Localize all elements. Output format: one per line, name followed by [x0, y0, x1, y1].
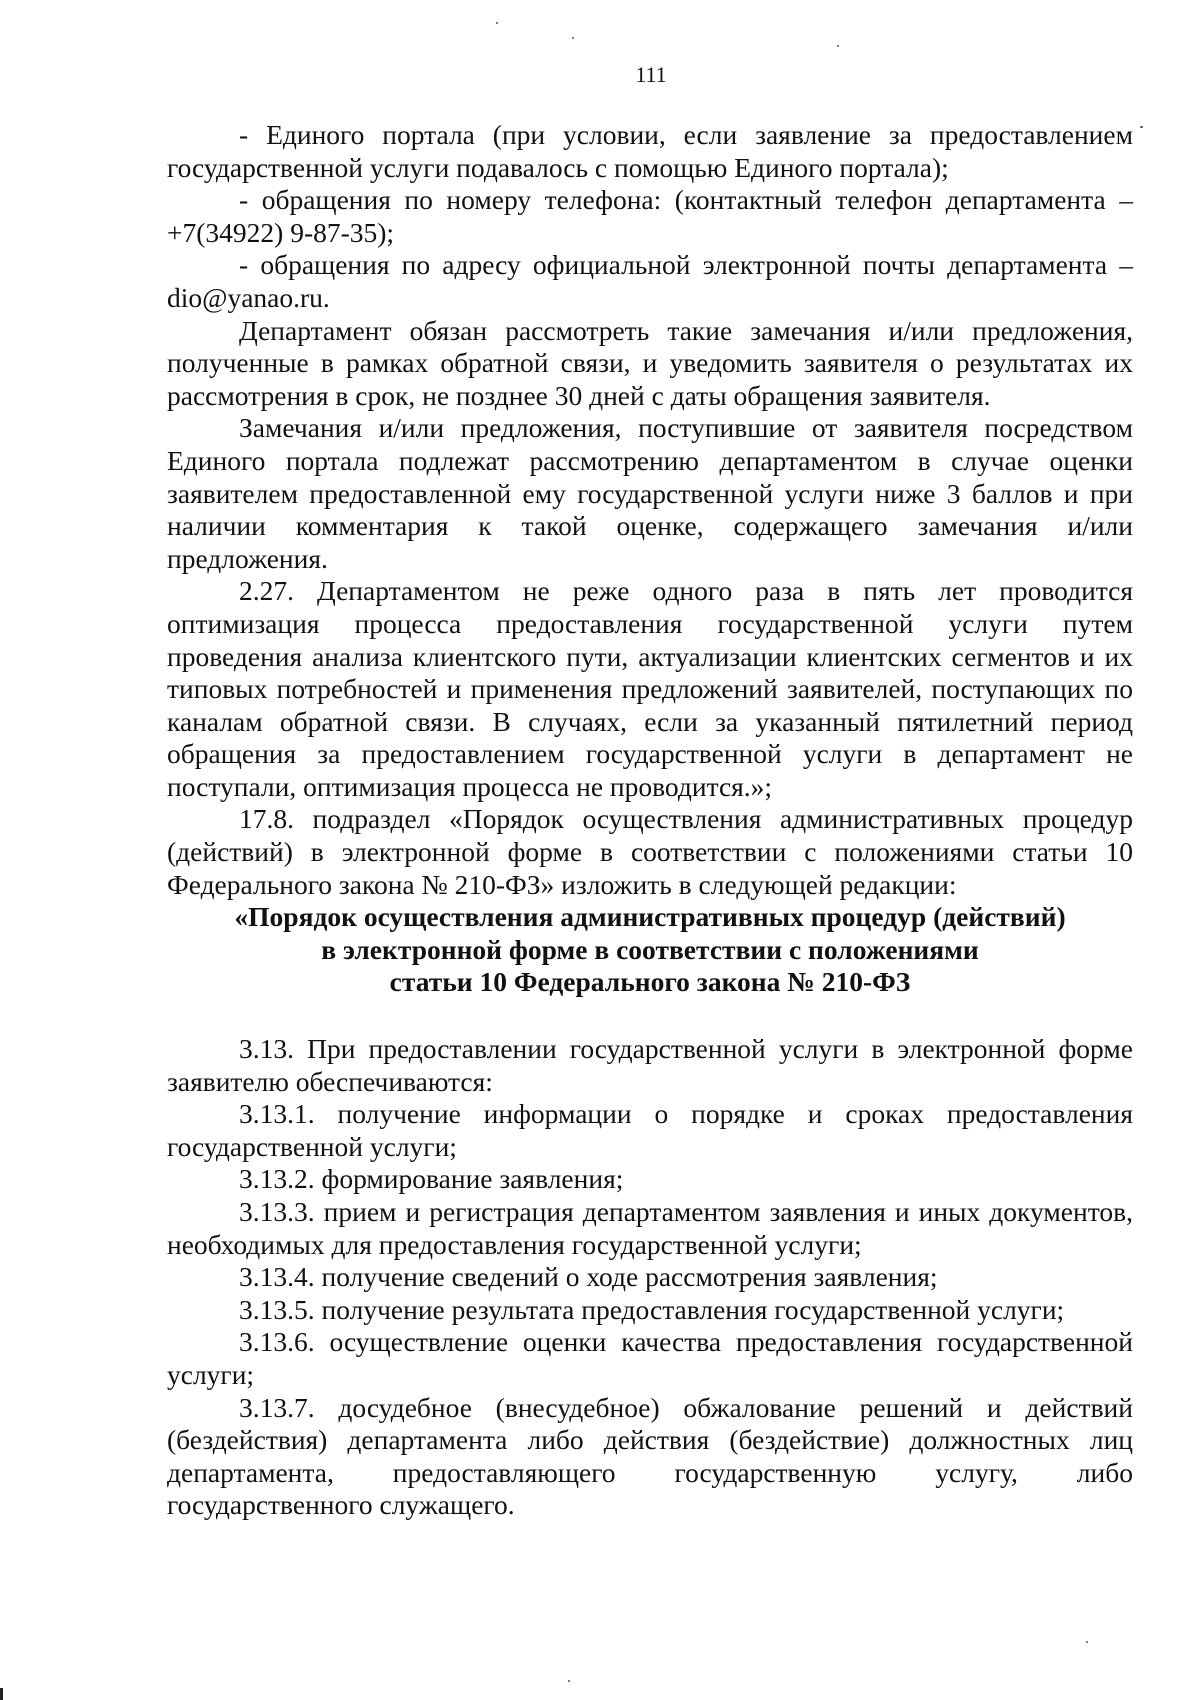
section-heading-line-2: в электронной форме в соответствии с положениями [321, 933, 979, 965]
item-3-13-7: 3.13.7. досудебное (внесудебное) обжалование решений и действий (бездействия) департамента либо действия (бездействие) должностных лиц департамента, предоставляющего государственную услугу, либо государственного служащего. [167, 1391, 1133, 1521]
paragraph-email: - обращения по адресу официальной электронной почты департамента – dio@yanao.ru. [167, 249, 1133, 313]
scan-speck [572, 37, 574, 39]
item-3-13: 3.13. При предоставлении государственной услуги в электронной форме заявителю обеспечиваются: [167, 1033, 1133, 1097]
section-heading-line-1: «Порядок осуществления административных процедур (действий) [234, 901, 1066, 933]
scan-speck [496, 22, 498, 24]
section-spacer [167, 999, 1133, 1033]
scan-speck [1140, 126, 1143, 128]
document-body [167, 119, 1133, 1522]
paragraph-17-8: 17.8. подраздел «Порядок осуществления административных процедур (действий) в электронной форме в соответствии с положениями статьи 10 Федерального закона № 210-ФЗ» изложить в следующей редакции: [167, 803, 1133, 900]
item-3-13-6: 3.13.6. осуществление оценки качества предоставления государственной услуги; [167, 1326, 1133, 1390]
scan-speck [837, 45, 839, 47]
item-3-13-5: 3.13.5. получение результата предоставления государственной услуги; [239, 1293, 1065, 1325]
scan-speck [568, 1680, 570, 1682]
paragraph-2-27: 2.27. Департаментом не реже одного раза в пять лет проводится оптимизация процесса предоставления государственной услуги путем проведения анализа клиентского пути, актуализации клиентских сегментов и их типовых потребностей и применения предложений заявителей, поступающих по каналам обратной связи. В случаях, если за указанный пятилетний период обращения за предоставлением государственной услуги в департамент не поступали, оптимизация процесса не проводится.»; [167, 575, 1133, 802]
section-heading [167, 901, 1133, 999]
scan-edge-mark [0, 1688, 3, 1700]
item-3-13-2: 3.13.2. формирование заявления; [239, 1163, 624, 1195]
scan-speck [1086, 1641, 1088, 1643]
item-3-13-4: 3.13.4. получение сведений о ходе рассмотрения заявления; [239, 1261, 938, 1293]
paragraph-phone: - обращения по номеру телефона: (контактный телефон департамента – +7(34922) 9-87-35); [167, 184, 1133, 248]
item-3-13-3: 3.13.3. прием и регистрация департаментом заявления и иных документов, необходимых для предоставления государственной услуги; [167, 1196, 1133, 1260]
page-number: 111 [635, 62, 667, 87]
section-heading-line-3: статьи 10 Федерального закона № 210-ФЗ [389, 966, 911, 998]
item-3-13-1: 3.13.1. получение информации о порядке и сроках предоставления государственной услуги; [167, 1098, 1133, 1162]
paragraph-portal: - Единого портала (при условии, если заявление за предоставлением государственной услуги подавалось с помощью Единого портала); [167, 119, 1133, 183]
paragraph-remarks: Замечания и/или предложения, поступившие от заявителя посредством Единого портала подлежат рассмотрению департаментом в случае оценки заявителем предоставленной ему государственной услуги ниже 3 баллов и при наличии комментария к такой оценке, содержащего замечания и/или предложения. [167, 412, 1133, 574]
paragraph-department-obligation: Департамент обязан рассмотреть такие замечания и/или предложения, полученные в рамках обратной связи, и уведомить заявителя о результатах их рассмотрения в срок, не позднее 30 дней с даты обращения заявителя. [167, 314, 1133, 411]
